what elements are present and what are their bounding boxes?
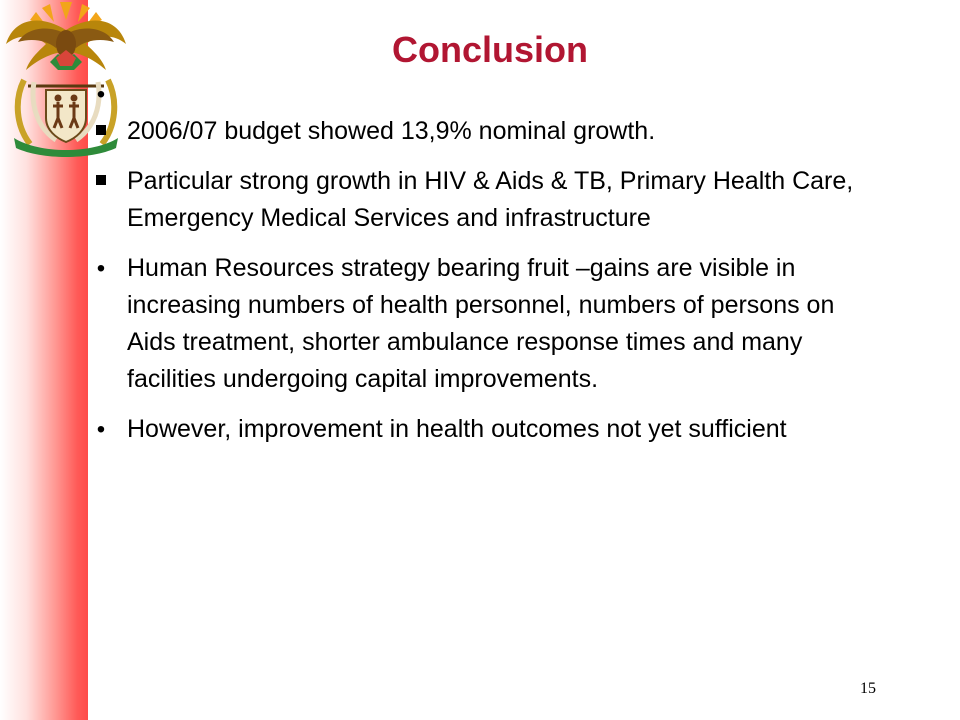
page-number: 15	[860, 680, 876, 697]
square-bullet-icon	[86, 113, 116, 150]
bullet-dot-icon	[86, 411, 116, 448]
bullet-item-budget	[86, 113, 886, 150]
bullet-text: However, improvement in health outcomes not yet sufficient	[127, 415, 787, 443]
bullet-dot-icon	[86, 76, 116, 113]
bullet-item-empty	[86, 76, 886, 113]
bullet-item-outcomes	[86, 411, 886, 448]
square-bullet-icon	[86, 163, 116, 200]
bullet-text: 2006/07 budget showed 13,9% nominal growth.	[127, 117, 656, 145]
bullet-dot-icon	[86, 250, 116, 287]
bullet-text: Human Resources strategy bearing fruit –gains are visible in increasing numbers of health personnel, numbers of persons on Aids treatment, shorter ambulance response times and many facilities undergoing capital improvements.	[127, 254, 835, 393]
bullet-item-human-resources	[86, 250, 886, 398]
slide-title: Conclusion	[392, 29, 588, 70]
bullet-list	[86, 76, 886, 448]
bullet-item-growth	[86, 163, 886, 237]
bullet-text: Particular strong growth in HIV & Aids & TB, Primary Health Care, Emergency Medical Services and infrastructure	[127, 167, 854, 232]
